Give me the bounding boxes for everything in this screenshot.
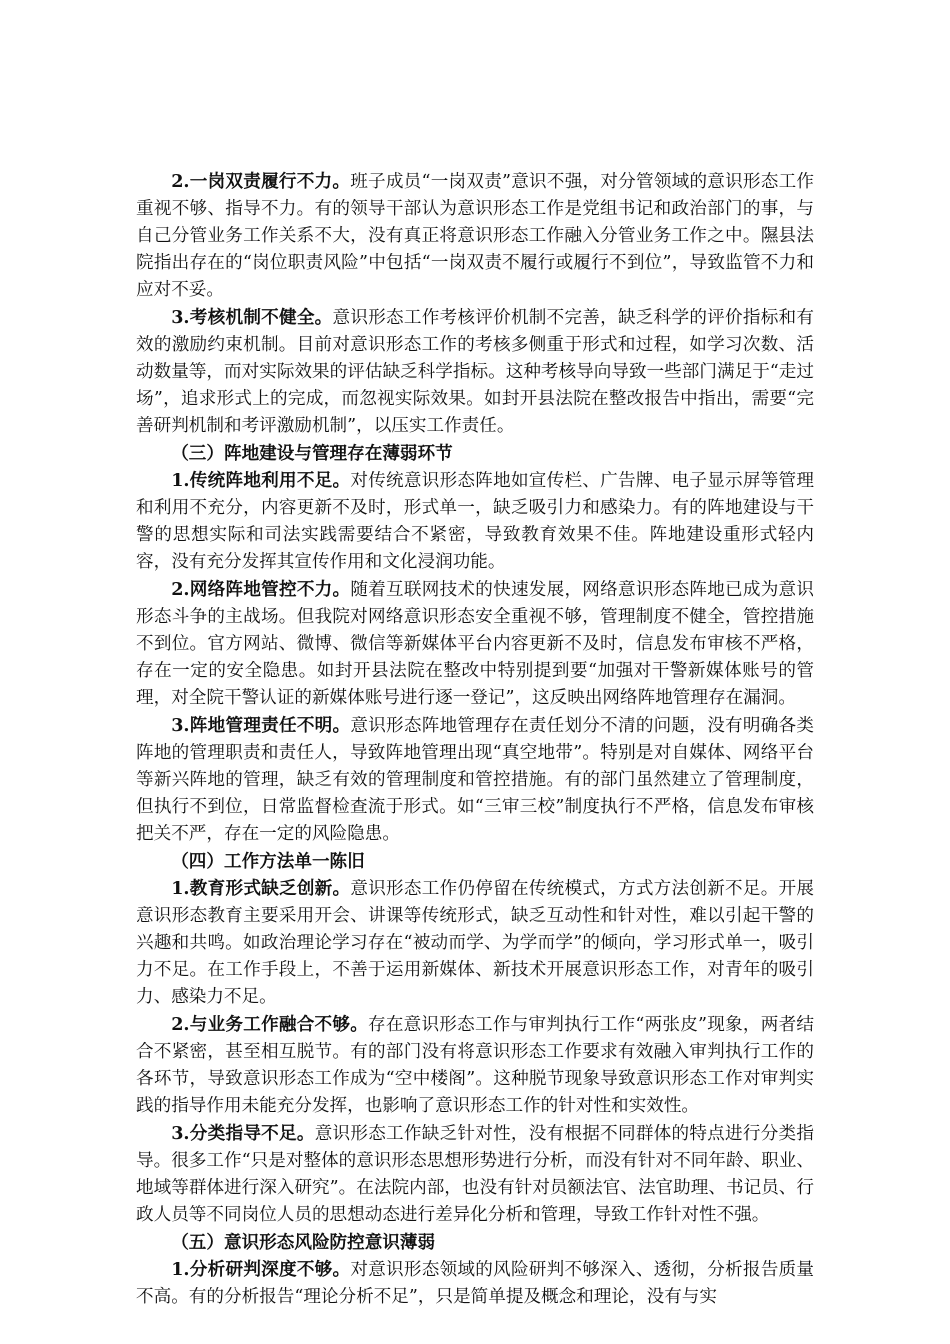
paragraph-lead-title: 3.阵地管理责任不明。 (171, 715, 351, 736)
paragraph-text: 意识形态阵地管理存在责任划分不清的问题，没有明确各类阵地的管理职责和责任人，导致阵地管理出现“真空地带”。特别是对自媒体、网络平台等新兴阵地的管理，缺乏有效的管理制度和管控措施。有的部门虽然建立了管理制度，但执行不到位，日常监督检查流于形式。如“三审三校”制度执行不严格，信息发布审核把关不严，存在一定的风险隐患。 (136, 716, 814, 844)
paragraph-lead-title: 1.传统阵地利用不足。 (171, 470, 351, 491)
paragraph-lead-title: 2.网络阵地管控不力。 (171, 579, 351, 600)
body-paragraph (136, 1011, 814, 1120)
paragraph-lead-title: 1.教育形式缺乏创新。 (171, 878, 351, 899)
section-heading: （三）阵地建设与管理存在薄弱环节 (171, 443, 453, 464)
body-paragraph (136, 168, 814, 304)
paragraph-text: 对传统意识形态阵地如宣传栏、广告牌、电子显示屏等管理和利用不充分，内容更新不及时，形式单一，缺乏吸引力和感染力。有的阵地建设与干警的思想实际和司法实践需要结合不紧密，导致教育效果不佳。阵地建设重形式轻内容，没有充分发挥其宣传作用和文化浸润功能。 (136, 471, 814, 572)
document-body (136, 168, 814, 1311)
body-paragraph (136, 467, 814, 576)
paragraph-text: 意识形态工作仍停留在传统模式，方式方法创新不足。开展意识形态教育主要采用开会、讲课等传统形式，缺乏互动性和针对性，难以引起干警的兴趣和共鸣。如政治理论学习存在“被动而学、为学而学”的倾向，学习形式单一，吸引力不足。在工作手段上，不善于运用新媒体、新技术开展意识形态工作，对青年的吸引力、感染力不足。 (136, 879, 814, 1007)
paragraph-lead-title: 2.与业务工作融合不够。 (171, 1014, 369, 1035)
body-paragraph (136, 304, 814, 440)
paragraph-text: 存在意识形态工作与审判执行工作“两张皮”现象，两者结合不紧密，甚至相互脱节。有的部门没有将意识形态工作要求有效融入审判执行工作的各环节，导致意识形态工作成为“空中楼阁”。这种脱节现象导致意识形态工作对审判实践的指导作用未能充分发挥，也影响了意识形态工作的针对性和实效性。 (136, 1015, 814, 1116)
body-paragraph (136, 712, 814, 848)
paragraph-lead-title: 3.分类指导不足。 (171, 1123, 315, 1144)
paragraph-text: 班子成员“一岗双责”意识不强，对分管领域的意识形态工作重视不够、指导不力。有的领导干部认为意识形态工作是党组书记和政治部门的事，与自己分管业务工作关系不大，没有真正将意识形态工作融入分管业务工作之中。隰县法院指出存在的“岗位职责风险”中包括“一岗双责不履行或履行不到位”，导致监管不力和应对不妥。 (136, 172, 814, 300)
body-paragraph (136, 1256, 814, 1311)
section-heading: （四）工作方法单一陈旧 (171, 851, 365, 872)
section-heading: （五）意识形态风险防控意识薄弱 (171, 1232, 436, 1253)
paragraph-text: 随着互联网技术的快速发展，网络意识形态阵地已成为意识形态斗争的主战场。但我院对网络意识形态安全重视不够，管理制度不健全，管控措施不到位。官方网站、微博、微信等新媒体平台内容更新不及时，信息发布审核不严格，存在一定的安全隐患。如封开县法院在整改中特别提到要“加强对干警新媒体账号的管理，对全院干警认证的新媒体账号进行逐一登记”，这反映出网络阵地管理存在漏洞。 (136, 580, 814, 708)
paragraph-text: 意识形态工作考核评价机制不完善，缺乏科学的评价指标和有效的激励约束机制。目前对意识形态工作的考核多侧重于形式和过程，如学习次数、活动数量等，而对实际效果的评估缺乏科学指标。这种考核导向导致一些部门满足于“走过场”，追求形式上的完成，而忽视实际效果。如封开县法院在整改报告中指出，需要“完善研判机制和考评激励机制”，以压实工作责任。 (136, 308, 814, 436)
body-paragraph (136, 576, 814, 712)
paragraph-lead-title: 1.分析研判深度不够。 (171, 1259, 351, 1280)
body-paragraph (136, 875, 814, 1011)
paragraph-text: 对意识形态领域的风险研判不够深入、透彻，分析报告质量不高。有的分析报告“理论分析不足”，只是简单提及概念和理论，没有与实 (136, 1260, 814, 1307)
paragraph-lead-title: 3.考核机制不健全。 (171, 307, 333, 328)
body-paragraph (136, 1120, 814, 1229)
paragraph-lead-title: 2.一岗双责履行不力。 (171, 171, 351, 192)
paragraph-text: 意识形态工作缺乏针对性，没有根据不同群体的特点进行分类指导。很多工作“只是对整体的意识形态思想形势进行分析，而没有针对不同年龄、职业、地域等群体进行深入研究”。在法院内部，也没有针对员额法官、法官助理、书记员、行政人员等不同岗位人员的思想动态进行差异化分析和管理，导致工作针对性不强。 (136, 1124, 814, 1225)
